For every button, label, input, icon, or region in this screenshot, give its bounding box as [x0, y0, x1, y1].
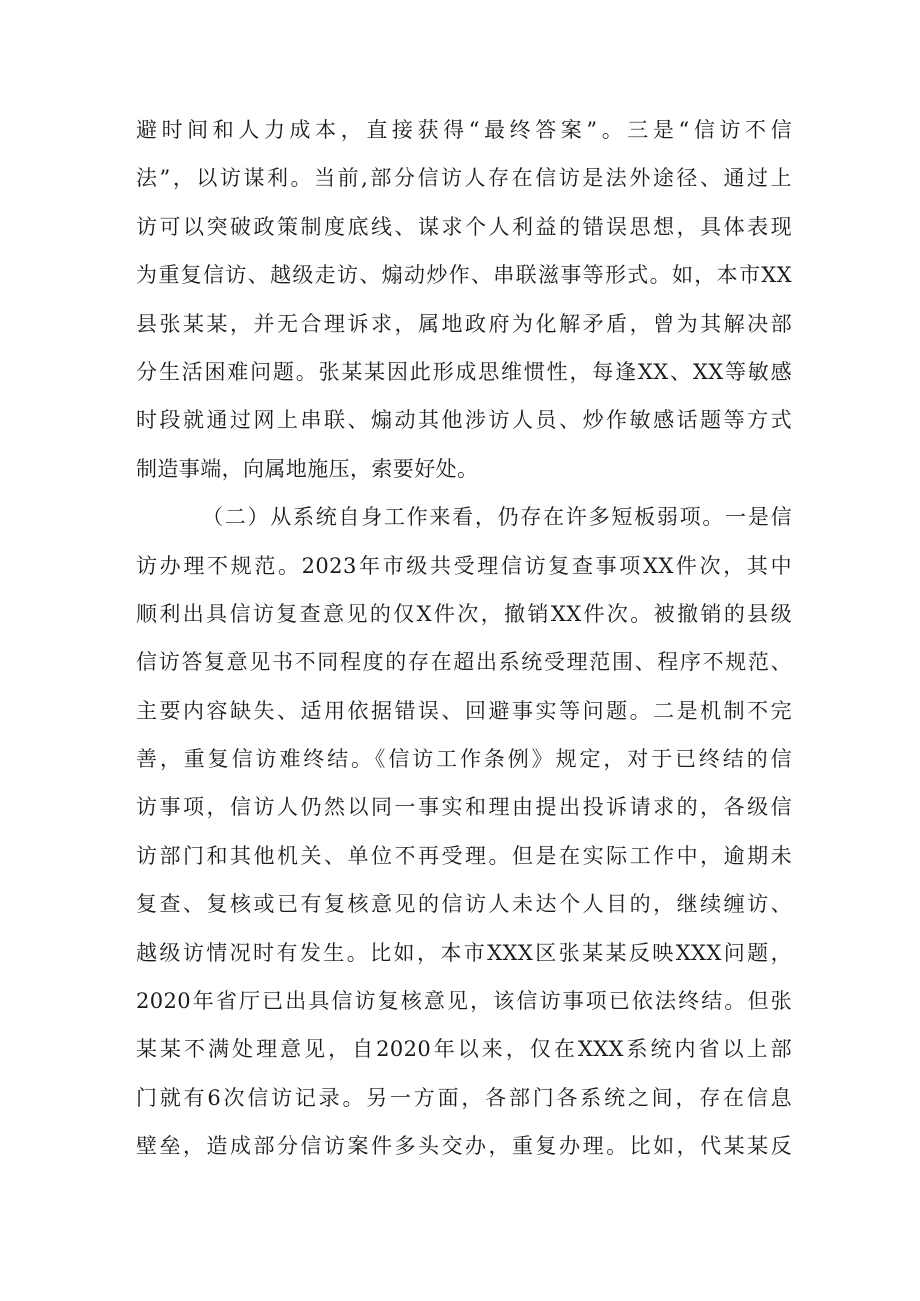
text-line: 法”，以访谋利。当前,部分信访人存在信访是法外途径、通过上: [136, 166, 792, 191]
text-line: 访部门和其他机关、单位不再受理。但是在实际工作中，逾期未: [136, 843, 792, 868]
text-line: 壁垒，造成部分信访案件多头交办，重复办理。比如，代某某反: [136, 1134, 792, 1159]
text-line: 善，重复信访难终结。《信访工作条例》规定，对于已终结的信: [136, 747, 792, 772]
text-line: 访可以突破政策制度底线、谋求个人利益的错误思想，具体表现: [136, 214, 792, 239]
text-line: 复查、复核或已有复核意见的信访人未达个人目的，继续缠访、: [136, 892, 792, 917]
text-line: 门就有6次信访记录。另一方面，各部门各系统之间，存在信息: [136, 1085, 792, 1110]
text-line: 某某不满处理意见，自2020年以来，仅在XXX系统内省以上部: [136, 1037, 792, 1062]
text-line: 访办理不规范。2023年市级共受理信访复查事项XX件次，其中: [136, 553, 792, 578]
body-text: [136, 106, 792, 1171]
text-line: 越级访情况时有发生。比如，本市XXX区张某某反映XXX问题，: [136, 940, 792, 965]
section-heading-line: （二）从系统自身工作来看，仍存在许多短板弱项。一是信: [202, 505, 792, 530]
text-line: 县张某某，并无合理诉求，属地政府为化解矛盾，曾为其解决部: [136, 311, 792, 336]
text-line: 信访答复意见书不同程度的存在超出系统受理范围、程序不规范、: [136, 650, 792, 675]
text-line: 分生活困难问题。张某某因此形成思维惯性，每逢XX、XX等敏感: [136, 359, 792, 384]
text-line: 时段就通过网上串联、煽动其他涉访人员、炒作敏感话题等方式: [136, 408, 792, 433]
text-line: 主要内容缺失、适用依据错误、回避事实等问题。二是机制不完: [136, 698, 792, 723]
text-line: 为重复信访、越级走访、煽动炒作、串联滋事等形式。如，本市XX: [136, 263, 792, 288]
text-line: 访事项，信访人仍然以同一事实和理由提出投诉请求的，各级信: [136, 795, 792, 820]
text-line: 避时间和人力成本，直接获得“最终答案”。三是“信访不信: [136, 118, 792, 142]
text-line: 顺利出具信访复查意见的仅X件次，撤销XX件次。被撤销的县级: [136, 601, 792, 626]
text-line: 2020年省厅已出具信访复核意见，该信访事项已依法终结。但张: [136, 989, 792, 1014]
paragraph-end-line: 制造事端，向属地施压，索要好处。: [136, 456, 479, 481]
